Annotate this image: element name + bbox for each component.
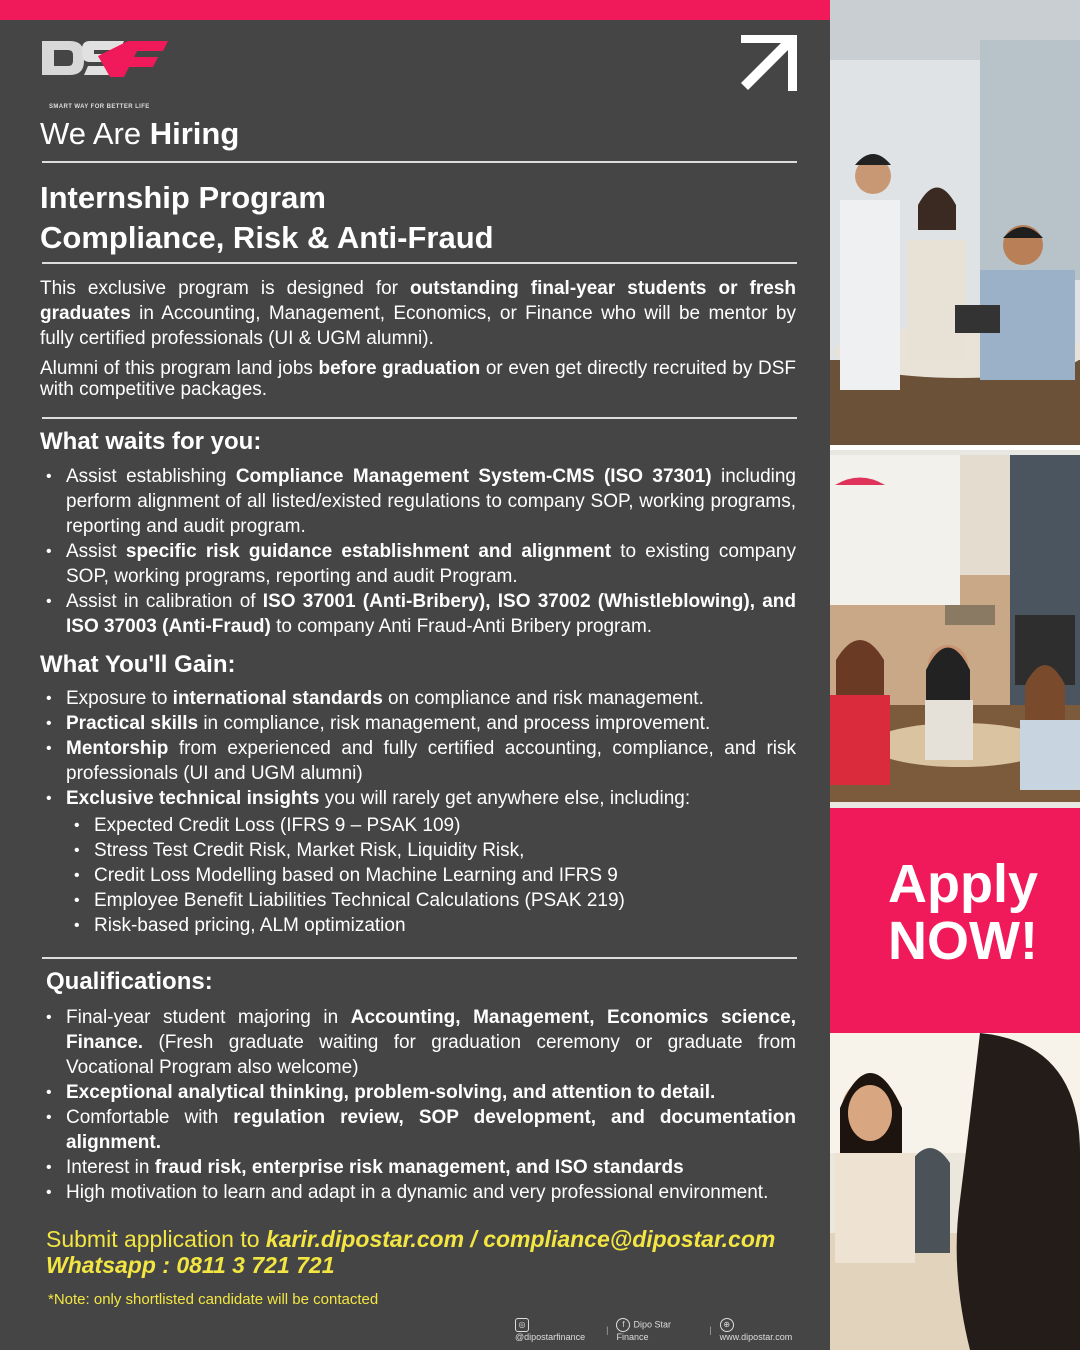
- sub-list-item: • Stress Test Credit Risk, Market Risk, Liquidity Risk,: [66, 838, 796, 863]
- sub-list-item: • Risk-based pricing, ALM optimization: [66, 913, 796, 938]
- page-title: Internship Program Compliance, Risk & Anti-Fraud: [40, 180, 494, 255]
- insights-sublist: [66, 813, 796, 938]
- list-item: • Exceptional analytical thinking, problem-solving, and attention to detail.: [40, 1080, 796, 1105]
- intro-paragraph-2: Alumni of this program land jobs before graduation or even get directly recruited by DSF with competitive packages.: [40, 358, 796, 400]
- gain-list: [40, 686, 796, 938]
- globe-icon: ⊕: [720, 1318, 734, 1332]
- content-panel: [0, 20, 830, 1350]
- facebook-link[interactable]: f Dipo Star Finance: [616, 1319, 671, 1342]
- whatsapp-contact[interactable]: Whatsapp : 0811 3 721 721: [46, 1252, 335, 1278]
- separator: |: [709, 1325, 712, 1335]
- dsf-logo: [40, 38, 170, 93]
- list-item: • Comfortable with regulation review, SOP development, and documentation alignment.: [40, 1105, 796, 1155]
- section-heading-gain: What You'll Gain:: [40, 651, 236, 678]
- application-email-link[interactable]: karir.dipostar.com / compliance@dipostar.com: [265, 1226, 776, 1252]
- qualifications-list: [40, 1005, 796, 1205]
- instagram-icon: ◎: [515, 1318, 529, 1332]
- divider: [42, 161, 797, 163]
- list-item: • Assist in calibration of ISO 37001 (Anti-Bribery), ISO 37002 (Whistleblowing), and ISO 37003 (Anti-Fraud) to company Anti Fraud-Anti Bribery program.: [40, 589, 796, 639]
- social-links: [515, 1320, 805, 1340]
- instagram-link[interactable]: ◎@dipostarfinance: [515, 1320, 586, 1342]
- top-accent-bar: [0, 0, 830, 20]
- cafe-meeting-photo: [830, 455, 1080, 802]
- sub-list-item: • Credit Loss Modelling based on Machine Learning and IFRS 9: [66, 863, 796, 888]
- photo-column: [830, 0, 1080, 1350]
- section-heading-qualifications: Qualifications:: [46, 968, 213, 995]
- list-item: • Assist establishing Compliance Management System-CMS (ISO 37301) including perform alignment of all listed/existed regulations to company SOP, working programs, reporting and audit program.: [40, 464, 796, 539]
- list-item: • Practical skills in compliance, risk management, and process improvement.: [40, 711, 796, 736]
- website-link[interactable]: ⊕www.dipostar.com: [719, 1320, 793, 1342]
- list-item: • Interest in fraud risk, enterprise risk management, and ISO standards: [40, 1155, 796, 1180]
- facebook-icon: f: [616, 1318, 630, 1332]
- apply-now-banner[interactable]: [830, 808, 1080, 1033]
- candidate-photo: [830, 1033, 1080, 1350]
- logo-tagline: SMART WAY FOR BETTER LIFE: [49, 104, 150, 110]
- separator: |: [606, 1325, 609, 1335]
- divider: [42, 417, 797, 419]
- list-item: • Final-year student majoring in Accounting, Management, Economics science, Finance. (Fresh graduate waiting for graduation ceremony or graduate from Vocational Program also welcome): [40, 1005, 796, 1080]
- section-heading-waits: What waits for you:: [40, 428, 262, 455]
- divider: [42, 957, 797, 959]
- list-item: • Exposure to international standards on compliance and risk management.: [40, 686, 796, 711]
- list-item: • Assist specific risk guidance establishment and alignment to existing company SOP, working programs, reporting and audit Program.: [40, 539, 796, 589]
- list-item: • High motivation to learn and adapt in a dynamic and very professional environment.: [40, 1180, 796, 1205]
- apply-now-text[interactable]: Apply NOW!: [888, 854, 1039, 971]
- divider: [42, 262, 797, 264]
- list-item: • Exclusive technical insights you will rarely get anywhere else, including: • Expected Credit Loss (IFRS 9 – PSAK 109) • Stress Test Credit Risk, Market Risk, Liquidity Risk, • Credit Loss Modelling based on Machine Learning and IFRS 9 • Employee Benefit Liabilities Technical Calculations (PSAK 219) • Risk-based pricing, ALM optimization: [40, 786, 796, 938]
- waits-list: [40, 464, 796, 639]
- page-header: We Are Hiring: [40, 116, 240, 151]
- shortlist-note: *Note: only shortlisted candidate will be contacted: [48, 1291, 379, 1308]
- application-contact: Submit application to karir.dipostar.com / compliance@dipostar.com Whatsapp : 0811 3 721 721: [46, 1226, 776, 1278]
- arrow-up-right-icon: [738, 32, 800, 94]
- sub-list-item: • Employee Benefit Liabilities Technical Calculations (PSAK 219): [66, 888, 796, 913]
- office-team-photo: [830, 0, 1080, 450]
- intro-paragraph-1: This exclusive program is designed for outstanding final-year students or fresh graduates in Accounting, Management, Economics, or Finance who will be mentor by fully certified professionals (UI & UGM alumni).: [40, 278, 796, 349]
- sub-list-item: • Expected Credit Loss (IFRS 9 – PSAK 109): [66, 813, 796, 838]
- list-item: • Mentorship from experienced and fully certified accounting, compliance, and risk professionals (UI and UGM alumni): [40, 736, 796, 786]
